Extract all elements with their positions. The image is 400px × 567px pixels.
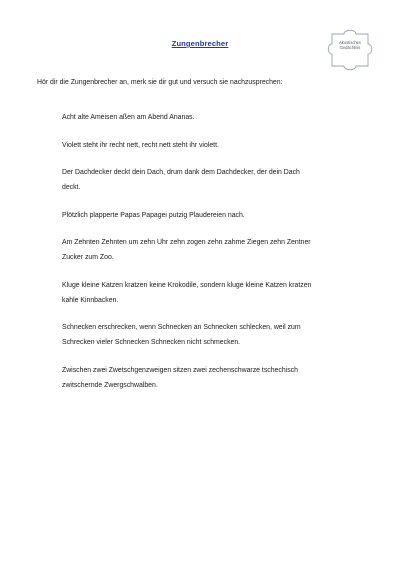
- twister-item: [62, 363, 366, 393]
- twister-item: [62, 235, 366, 265]
- logo-line-2: Gedächtnis: [339, 45, 361, 50]
- twister-line-2: zwitschernde Zwergschwalben.: [62, 381, 158, 389]
- twister-line-1: Am Zehnten Zehnten um zehn Uhr zehn zogen zehn zahme Ziegen zehn Zentner: [62, 239, 311, 246]
- twister-line-1: Schnecken erschrecken, wenn Schnecken an Schnecken schlecken, weil zum: [62, 324, 301, 331]
- twister-line-1: Kluge kleine Katzen kratzen keine Krokodile, sondern kluge kleine Katzen kratzen: [62, 281, 312, 289]
- twister-line-1: Der Dachdecker deckt dein Dach, drum dank dem Dachdecker, der dein Dach: [62, 169, 300, 176]
- twister-line-1: Violett steht ihr recht nett, recht nett steht ihr violett.: [62, 141, 219, 149]
- twister-line-2: Schrecken vieler Schnecken Schnecken nicht schmecken.: [62, 339, 241, 346]
- twister-line-1: Zwischen zwei Zwetschgenzweigen sitzen zwei zechenschwarze tschechisch: [62, 366, 298, 374]
- twister-item: [62, 208, 366, 223]
- twister-list: [62, 110, 366, 405]
- puzzle-logo: [324, 26, 376, 72]
- logo-line-1: Akustisches: [339, 40, 361, 45]
- twister-line-1: Plötzlich plapperte Papas Papagei putzig Plaudereien nach.: [62, 211, 245, 219]
- twister-line-2: Zucker zum Zoo.: [62, 254, 114, 261]
- twister-line-2: kahle Kinnbacken.: [62, 296, 119, 304]
- logo-caption: [324, 40, 376, 50]
- twister-item: [62, 320, 366, 350]
- twister-item: [62, 165, 366, 195]
- twister-item: [62, 278, 366, 308]
- twister-item: [62, 138, 366, 153]
- instructions: Hör dir die Zungenbrecher an, merk sie dir gut und versuch sie nachzusprechen:: [37, 79, 283, 86]
- page-title: Zungenbrecher: [171, 39, 229, 48]
- twister-line-2: deckt.: [62, 184, 81, 191]
- twister-item: [62, 110, 366, 125]
- twister-line-1: Acht alte Ameisen aßen am Abend Ananas.: [62, 114, 195, 121]
